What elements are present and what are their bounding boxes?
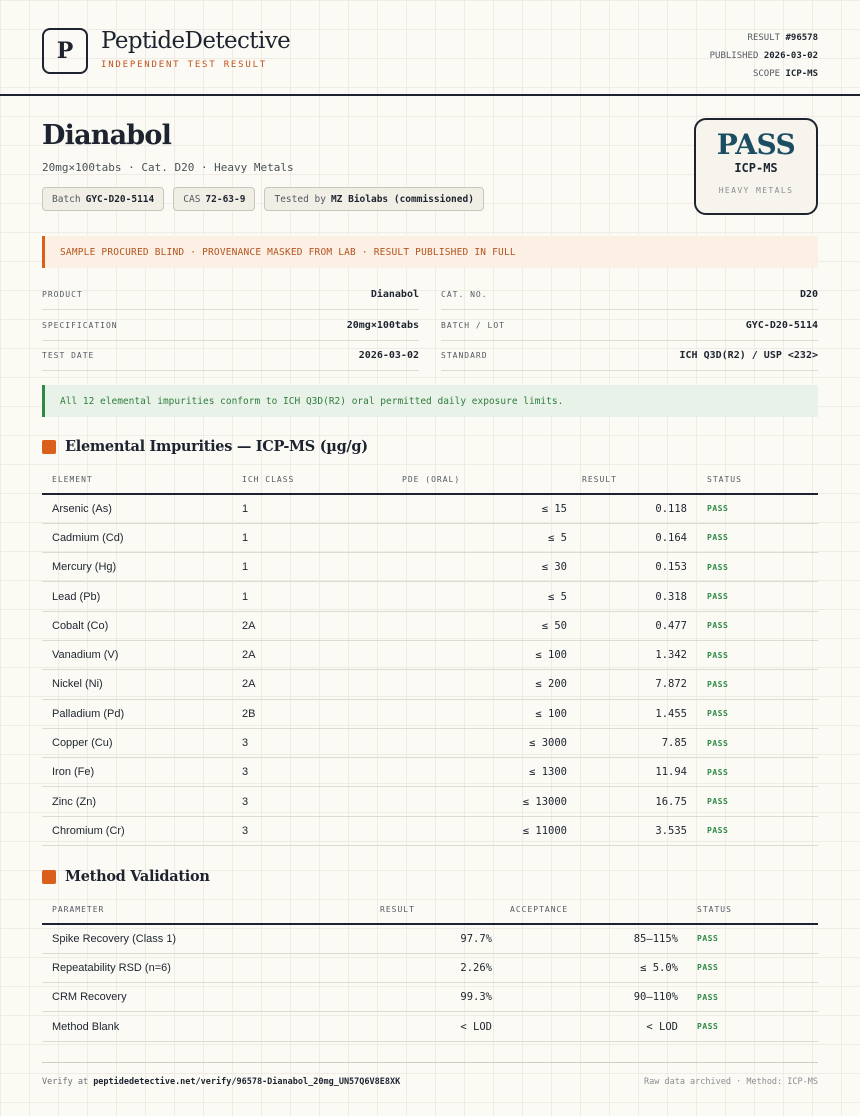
info-value: GYC-D20-5114	[745, 320, 818, 331]
status-cell: PASS	[678, 983, 818, 1012]
batch-chip	[42, 187, 164, 211]
element-cell: Nickel (Ni)	[42, 670, 242, 699]
result-cell: 7.85	[567, 728, 687, 757]
status-cell: PASS	[678, 924, 818, 953]
element-cell: Arsenic (As)	[42, 494, 242, 523]
table-row	[42, 582, 818, 611]
scope-label: SCOPE	[752, 69, 781, 79]
ich-class-cell: 3	[242, 728, 392, 757]
info-label: CAT. NO.	[441, 290, 488, 299]
result-cell: < LOD	[302, 1012, 492, 1041]
element-cell: Lead (Pb)	[42, 582, 242, 611]
ich-class-cell: 2A	[242, 640, 392, 669]
result-cell: 0.477	[567, 611, 687, 640]
pde-cell: ≤ 15	[392, 494, 567, 523]
element-cell: Iron (Fe)	[42, 758, 242, 787]
table-row	[42, 611, 818, 640]
table-row	[42, 553, 818, 582]
brand-tagline: INDEPENDENT TEST RESULT	[101, 60, 268, 70]
result-cell: 97.7%	[302, 924, 492, 953]
element-cell: Vanadium (V)	[42, 640, 242, 669]
result-cell: 0.153	[567, 553, 687, 582]
table-row	[42, 953, 818, 982]
verdict-word: PASS	[716, 128, 796, 161]
pde-cell: ≤ 100	[392, 699, 567, 728]
result-label: RESULT	[747, 33, 781, 43]
pde-cell: ≤ 50	[392, 611, 567, 640]
info-batch-lot	[441, 311, 818, 341]
table-header-row	[42, 896, 818, 924]
status-cell: PASS	[687, 611, 818, 640]
result-cell: 16.75	[567, 787, 687, 816]
parameter-cell: Method Blank	[42, 1012, 302, 1041]
column-header: PDE (ORAL)	[392, 466, 567, 494]
result-cell: 0.318	[567, 582, 687, 611]
status-cell: PASS	[687, 758, 818, 787]
verdict-method: ICP-MS	[734, 161, 778, 175]
tested-by-chip	[264, 187, 483, 211]
info-standard	[441, 341, 818, 371]
chip-row	[42, 187, 484, 211]
column-header: RESULT	[302, 896, 492, 924]
report-meta	[710, 29, 818, 83]
column-header: ICH CLASS	[242, 466, 392, 494]
parameter-cell: Spike Recovery (Class 1)	[42, 924, 302, 953]
info-value: 2026-03-02	[358, 350, 419, 361]
pde-cell: ≤ 5	[392, 523, 567, 552]
info-label: BATCH / LOT	[441, 321, 505, 330]
element-cell: Mercury (Hg)	[42, 553, 242, 582]
acceptance-cell: 85–115%	[492, 924, 678, 953]
chip-label: Tested by	[274, 193, 326, 205]
pde-cell: ≤ 11000	[392, 816, 567, 845]
product-subtitle: 20mg×100tabs · Cat. D20 · Heavy Metals	[42, 161, 294, 174]
info-product	[42, 280, 419, 310]
info-label: PRODUCT	[42, 290, 83, 299]
table-row	[42, 924, 818, 953]
parameter-cell: Repeatability RSD (n=6)	[42, 953, 302, 982]
ich-class-cell: 2A	[242, 611, 392, 640]
status-cell: PASS	[687, 523, 818, 552]
status-cell: PASS	[687, 699, 818, 728]
validation-table	[42, 896, 818, 1042]
column-header: PARAMETER	[42, 896, 302, 924]
element-cell: Cobalt (Co)	[42, 611, 242, 640]
verdict-category: HEAVY METALS	[718, 186, 794, 195]
column-header: ELEMENT	[42, 466, 242, 494]
element-cell: Chromium (Cr)	[42, 816, 242, 845]
impurities-table	[42, 466, 818, 846]
table-row	[42, 494, 818, 523]
info-value: Dianabol	[370, 289, 419, 300]
status-cell: PASS	[687, 787, 818, 816]
ich-class-cell: 1	[242, 494, 392, 523]
procurement-notice: SAMPLE PROCURED BLIND · PROVENANCE MASKED FROM LAB · RESULT PUBLISHED IN FULL	[42, 236, 818, 268]
acceptance-cell: ≤ 5.0%	[492, 953, 678, 982]
ich-class-cell: 2A	[242, 670, 392, 699]
info-label: STANDARD	[441, 351, 488, 360]
status-cell: PASS	[687, 640, 818, 669]
status-cell: PASS	[687, 553, 818, 582]
ich-class-cell: 3	[242, 787, 392, 816]
impurities-heading	[42, 438, 368, 455]
result-cell: 2.26%	[302, 953, 492, 982]
chip-label: CAS	[183, 193, 201, 205]
status-cell: PASS	[687, 728, 818, 757]
status-cell: PASS	[687, 582, 818, 611]
result-cell: 99.3%	[302, 983, 492, 1012]
published-date: 2026-03-02	[763, 51, 818, 61]
info-label: TEST DATE	[42, 351, 95, 360]
table-row	[42, 816, 818, 845]
info-specification	[42, 311, 419, 341]
status-cell: PASS	[678, 953, 818, 982]
table-row	[42, 699, 818, 728]
ich-class-cell: 2B	[242, 699, 392, 728]
published-label: PUBLISHED	[709, 51, 759, 61]
chip-value: GYC-D20-5114	[85, 193, 155, 205]
footer-divider	[42, 1062, 818, 1063]
info-cat-no	[441, 280, 818, 310]
validation-heading	[42, 868, 210, 885]
result-cell: 0.118	[567, 494, 687, 523]
result-cell: 1.342	[567, 640, 687, 669]
status-cell: PASS	[678, 1012, 818, 1041]
pde-cell: ≤ 100	[392, 640, 567, 669]
column-header: RESULT	[567, 466, 687, 494]
pde-cell: ≤ 200	[392, 670, 567, 699]
column-header: ACCEPTANCE	[492, 896, 678, 924]
ich-class-cell: 1	[242, 553, 392, 582]
table-row	[42, 983, 818, 1012]
impurities-body	[42, 494, 818, 846]
result-cell: 0.164	[567, 523, 687, 552]
result-number: #96578	[785, 33, 818, 43]
section-marker-icon	[42, 440, 56, 454]
section-title: Elemental Impurities — ICP-MS (µg/g)	[65, 438, 368, 455]
conformity-banner: All 12 elemental impurities conform to ICH Q3D(R2) oral permitted daily exposure limits.	[42, 385, 818, 417]
validation-body	[42, 924, 818, 1041]
pde-cell: ≤ 13000	[392, 787, 567, 816]
section-marker-icon	[42, 870, 56, 884]
info-label: SPECIFICATION	[42, 321, 118, 330]
result-cell: 11.94	[567, 758, 687, 787]
table-header-row	[42, 466, 818, 494]
info-value: D20	[799, 289, 818, 300]
column-header: STATUS	[678, 896, 818, 924]
report-header	[0, 0, 860, 96]
chip-label: Batch	[52, 193, 81, 205]
ich-class-cell: 3	[242, 816, 392, 845]
table-row	[42, 640, 818, 669]
table-row	[42, 523, 818, 552]
section-title: Method Validation	[65, 868, 210, 885]
pde-cell: ≤ 30	[392, 553, 567, 582]
pde-cell: ≤ 5	[392, 582, 567, 611]
footer-note: Raw data archived · Method: ICP-MS	[644, 1077, 818, 1087]
verdict-card	[694, 118, 818, 215]
result-cell: 3.535	[567, 816, 687, 845]
table-row	[42, 728, 818, 757]
verify-label: Verify at	[42, 1077, 89, 1087]
element-cell: Zinc (Zn)	[42, 787, 242, 816]
table-row	[42, 787, 818, 816]
column-header: STATUS	[687, 466, 818, 494]
info-test-date	[42, 341, 419, 371]
verify-link[interactable]: peptidedetective.net/verify/96578-Dianabol_20mg_UN57Q6V8E8XK	[93, 1077, 401, 1087]
table-row	[42, 1012, 818, 1041]
table-row	[42, 670, 818, 699]
verify-text	[42, 1077, 400, 1087]
result-cell: 7.872	[567, 670, 687, 699]
status-cell: PASS	[687, 816, 818, 845]
brand-name: PeptideDetective	[101, 28, 291, 54]
info-value: ICH Q3D(R2) / USP <232>	[679, 350, 818, 361]
info-value: 20mg×100tabs	[346, 320, 419, 331]
ich-class-cell: 3	[242, 758, 392, 787]
acceptance-cell: < LOD	[492, 1012, 678, 1041]
element-cell: Cadmium (Cd)	[42, 523, 242, 552]
chip-value: 72-63-9	[205, 193, 246, 205]
scope-value: ICP-MS	[785, 69, 818, 79]
status-cell: PASS	[687, 670, 818, 699]
logo: P	[42, 28, 88, 74]
chip-value: MZ Biolabs (commissioned)	[330, 193, 474, 205]
ich-class-cell: 1	[242, 523, 392, 552]
element-cell: Palladium (Pd)	[42, 699, 242, 728]
result-cell: 1.455	[567, 699, 687, 728]
ich-class-cell: 1	[242, 582, 392, 611]
status-cell: PASS	[687, 494, 818, 523]
acceptance-cell: 90–110%	[492, 983, 678, 1012]
pde-cell: ≤ 3000	[392, 728, 567, 757]
table-row	[42, 758, 818, 787]
pde-cell: ≤ 1300	[392, 758, 567, 787]
cas-chip	[173, 187, 255, 211]
parameter-cell: CRM Recovery	[42, 983, 302, 1012]
product-title: Dianabol	[42, 120, 172, 151]
element-cell: Copper (Cu)	[42, 728, 242, 757]
